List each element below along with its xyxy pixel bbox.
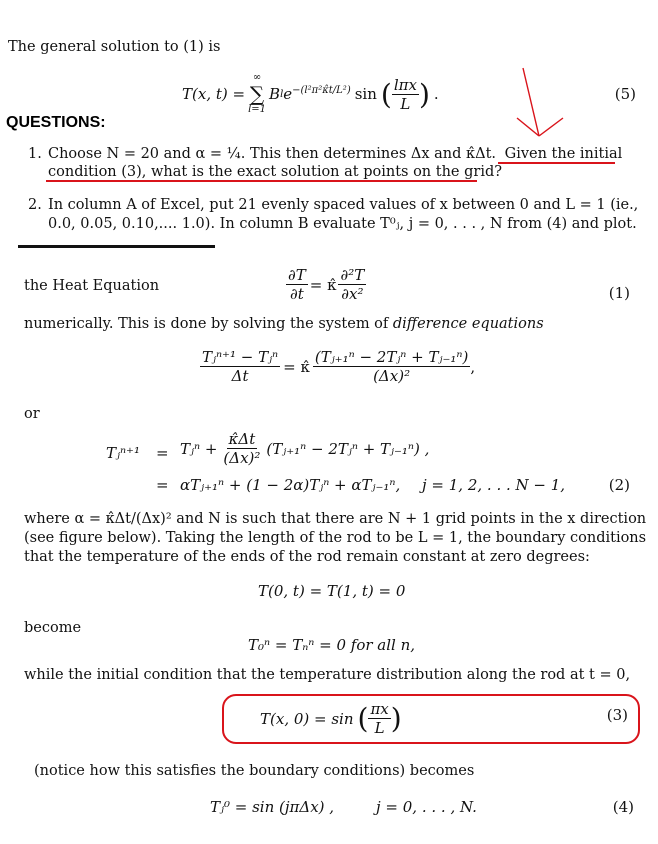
- eq1-lhs-den: ∂t: [289, 285, 304, 303]
- eq5-sum-symbol: ∑: [249, 82, 265, 106]
- q2-line1: In column A of Excel, put 21 evenly spaced values of x between 0 and L = 1 (ie.,: [48, 197, 639, 213]
- eq3-num-frac: πx: [370, 700, 389, 718]
- numerically-text: [24, 315, 544, 334]
- q1-line1-plain: Choose N = 20 and α = ¼. This then determines Δx and κ̂Δt.: [48, 146, 496, 162]
- heat-label: the Heat Equation: [24, 278, 160, 294]
- become-text: become: [24, 620, 82, 636]
- eq2-number: (2): [608, 476, 630, 494]
- q1-line1-underlined: Given the initial: [504, 146, 623, 162]
- q1-underline-2: [46, 180, 477, 182]
- red-arrow-annotation: [505, 66, 575, 144]
- eq3-arg: ( $\frac{\pi x}{L}$ ): [357, 700, 402, 737]
- notice-text: (notice how this satisfies the boundary conditions) becomes: [34, 763, 475, 779]
- eq5-coef-sub: l: [280, 88, 284, 100]
- numerically-plain: numerically. This is done by solving the system of: [24, 316, 389, 332]
- eqd-lhs-den: Δt: [231, 367, 249, 385]
- eq3-number: (3): [606, 706, 628, 724]
- difference-equations: difference equations: [392, 316, 544, 332]
- where-line-1: where α = κ̂Δt/(Δx)² and N is such that there are N + 1 grid points in the x direction: [24, 511, 647, 527]
- q1-underline-1: [498, 162, 615, 164]
- divider: [18, 245, 215, 248]
- eq5-sum-top: ∞: [252, 72, 262, 83]
- eq2-range: j = 1, 2, . . . N − 1,: [422, 476, 566, 494]
- intro-text: The general solution to (1) is: [8, 39, 221, 55]
- equation-1: [286, 266, 366, 303]
- eq1-lhs-num: ∂T: [288, 266, 306, 284]
- eq5-exp-base: e: [283, 85, 293, 103]
- while-line: while the initial condition that the temperature distribution along the rod at t = 0,: [24, 667, 631, 683]
- eq3-lhs: T(x, 0) = sin: [260, 709, 354, 728]
- q2-marker: 2.: [28, 197, 42, 213]
- boundary-condition: T(0, t) = T(1, t) = 0: [258, 582, 406, 600]
- eq4-number: (4): [612, 798, 634, 816]
- eq4-lhs: Tⱼ⁰ = sin (jπΔx) ,: [210, 798, 335, 816]
- eq2-line1-a: Tⱼⁿ +: [180, 439, 218, 458]
- eq2-frac-num: κ̂Δt: [228, 430, 256, 448]
- questions-heading: QUESTIONS:: [6, 114, 106, 131]
- eq5-sum: [248, 72, 266, 116]
- eq1-rhs-num: ∂²T: [340, 266, 365, 284]
- eq1-mid: = κ̂: [309, 275, 337, 294]
- eq5-coef: B: [269, 85, 281, 103]
- eq5-sum-bottom: l=1: [248, 104, 267, 115]
- q1-line2: condition (3), what is the exact solution at points on the grid?: [48, 164, 503, 180]
- eq5-sin: sin: [354, 85, 377, 103]
- eq5-arg: ( $\frac{\text{lπx}}{L}$ ): [380, 75, 430, 113]
- eq2-line1: [180, 430, 429, 467]
- equation-3: [260, 700, 402, 737]
- eqd-mid: = κ̂: [283, 357, 310, 376]
- equation-5: [182, 72, 439, 116]
- eq1-rhs-den: ∂x²: [341, 285, 364, 303]
- eq2-line1-b: (Tⱼ₊₁ⁿ − 2Tⱼⁿ + Tⱼ₋₁ⁿ) ,: [266, 439, 430, 458]
- eqd-lhs-num: Tⱼⁿ⁺¹ − Tⱼⁿ: [202, 348, 279, 366]
- eq2-equals-1: =: [156, 444, 169, 462]
- eq1-number: (1): [608, 284, 630, 302]
- eq3-den-frac: L: [374, 719, 385, 737]
- eq5-arg-num: lπx: [393, 75, 417, 94]
- equation-difference: [200, 348, 475, 385]
- eqd-rhs-num: (Tⱼ₊₁ⁿ − 2Tⱼⁿ + Tⱼ₋₁ⁿ): [314, 348, 469, 366]
- eq5-tail: .: [433, 85, 439, 103]
- eq5-arg-den: L: [400, 94, 411, 113]
- eq5-exponent: −(l²π²κ̂t/L²): [292, 84, 351, 96]
- q2-line2: 0.0, 0.05, 0.10,.... 1.0). In column B evaluate T⁰ⱼ, j = 0, . . . , N from (4) and plot.: [48, 216, 637, 232]
- eq4-range: j = 0, . . . , N.: [376, 798, 477, 816]
- eq2-line2: αTⱼ₊₁ⁿ + (1 − 2α)Tⱼⁿ + αTⱼ₋₁ⁿ,: [180, 476, 401, 494]
- eqd-tail: ,: [470, 357, 476, 376]
- eq2-equals-2: =: [156, 476, 169, 494]
- eq2-frac-den: (Δx)²: [223, 449, 261, 467]
- where-line-3: that the temperature of the ends of the rod remain constant at zero degrees:: [24, 549, 590, 565]
- eq2-lhs: Tⱼⁿ⁺¹: [106, 444, 140, 462]
- eq5-lhs: T(x, t) =: [182, 85, 246, 103]
- where-line-2: (see figure below). Taking the length of the rod to be L = 1, the boundary conditions: [24, 530, 647, 546]
- q1-marker: 1.: [28, 146, 42, 162]
- or-text: or: [24, 406, 40, 422]
- eqd-rhs-den: (Δx)²: [373, 367, 411, 385]
- boundary-condition-discrete: T₀ⁿ = Tₙⁿ = 0 for all n,: [248, 636, 416, 654]
- eq5-number: (5): [614, 85, 636, 103]
